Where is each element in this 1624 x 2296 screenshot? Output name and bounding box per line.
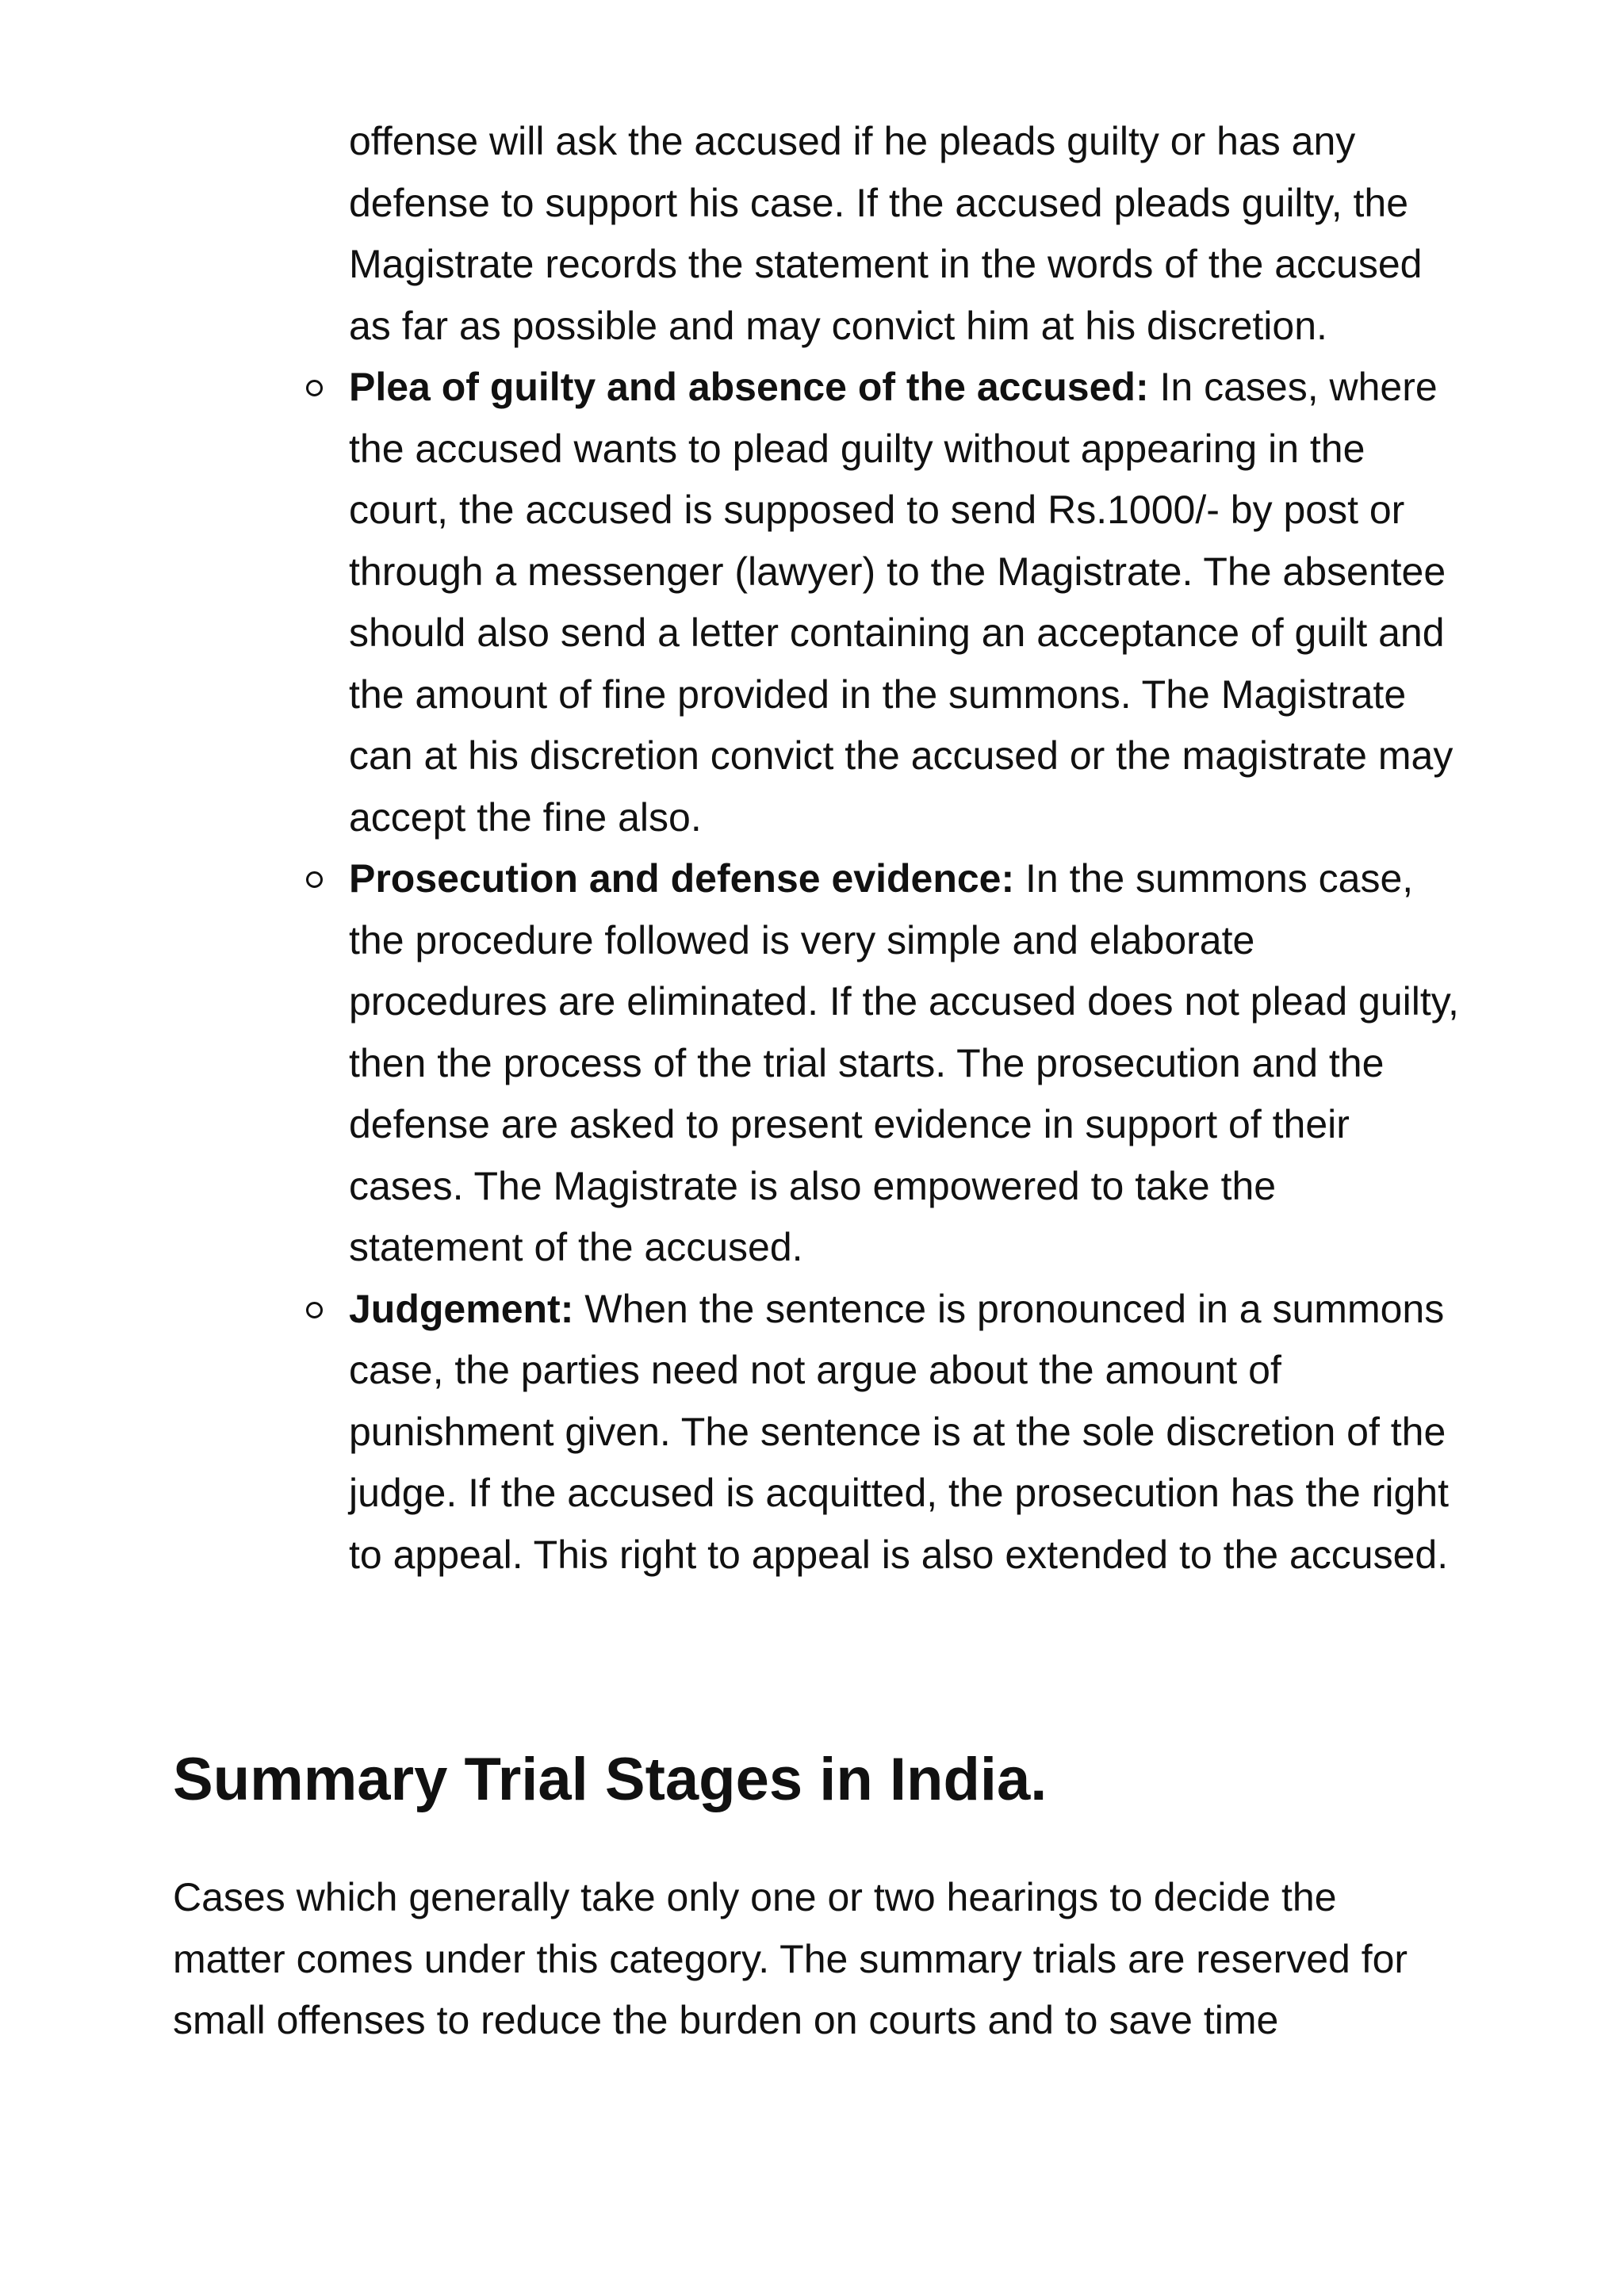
list-item-term: Prosecution and defense evidence: bbox=[349, 856, 1015, 901]
section-heading: Summary Trial Stages in India. bbox=[173, 1746, 1048, 1813]
section-paragraph: Cases which generally take only one or two hearings to decide the matter comes under this category. The summary trials are reserved for small offenses to reduce the burden on courts and to save time bbox=[173, 1875, 1408, 2042]
list-item-prosecution-defense-evidence bbox=[349, 848, 1459, 1279]
list-item-plea-of-guilty-absence bbox=[349, 357, 1459, 848]
list-item-term: Plea of guilty and absence of the accused: bbox=[349, 365, 1149, 409]
hollow-circle-bullet-icon bbox=[306, 1302, 323, 1318]
continued-paragraph: offense will ask the accused if he pleads guilty or has any defense to support his case. If the accused pleads guilty, the Magistrate records the statement in the words of the accused as far as possible and may convict him at his discretion. bbox=[349, 119, 1423, 348]
list-item-text: When the sentence is pronounced in a summons case, the parties need not argue about the amount of punishment given. The sentence is at the sole discretion of the judge. If the accused is acquitted, the prosecution has the right to appeal. This right to appeal is also extended to the accused. bbox=[349, 1286, 1449, 1577]
list-item-text: In the summons case, the procedure followed is very simple and elaborate procedures are eliminated. If the accused does not plead guilty, then the process of the trial starts. The prosecution and the defense are asked to present evidence in support of their cases. The Magistrate is also empowered to take the statement of the accused. bbox=[349, 856, 1459, 1269]
summons-stages-list-block bbox=[349, 111, 1459, 1586]
stages-bullet-list bbox=[349, 357, 1459, 1586]
hollow-circle-bullet-icon bbox=[306, 380, 323, 396]
list-item-text: In cases, where the accused wants to plead guilty without appearing in the court, the accused is supposed to send Rs.1000/- by post or through a messenger (lawyer) to the Magistrate. The absentee should also send a letter containing an acceptance of guilt and the amount of fine provided in the summons. The Magistrate can at his discretion convict the accused or the magistrate may accept the fine also. bbox=[349, 365, 1454, 840]
list-item-term: Judgement: bbox=[349, 1286, 574, 1331]
hollow-circle-bullet-icon bbox=[306, 871, 323, 888]
list-item-judgement bbox=[349, 1279, 1459, 1586]
